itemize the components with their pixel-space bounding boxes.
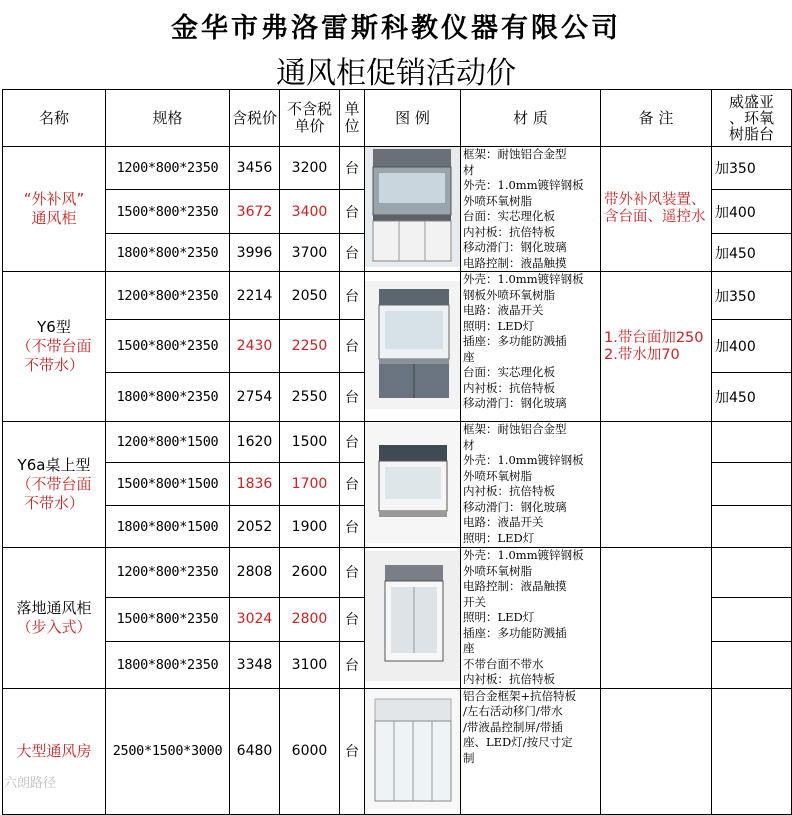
notax-price-cell: 2550: [280, 373, 340, 422]
remark-cell: 1.带台面加250 2.带水加70: [601, 272, 712, 422]
unit-cell: 台: [340, 463, 365, 506]
material-line: 电路控制：液晶触摸: [463, 255, 567, 270]
product-name: [3, 147, 106, 272]
material-line: 移动滑门：钢化玻璃: [463, 240, 567, 254]
tax-price-cell: 2430: [230, 320, 280, 373]
material-line: 台面：实芯理化板: [463, 365, 555, 379]
material-line: 座、LED灯/按尺寸定: [463, 735, 573, 749]
product-name-line: （步入式）: [16, 617, 92, 636]
unit-cell: 台: [340, 548, 365, 598]
spec-cell: 1200*800*2350: [106, 272, 230, 320]
unit-cell: 台: [340, 373, 365, 422]
table-row: [3, 272, 792, 320]
spec-cell: 1200*800*2350: [106, 548, 230, 598]
product-name-line: 落地通风柜: [16, 598, 92, 617]
table-body: [3, 147, 792, 815]
remark-cell: [601, 548, 712, 689]
product-image: [365, 272, 461, 422]
material-line: 插座：多功能防溅插: [463, 334, 567, 348]
extra-cell: 加450: [712, 373, 792, 422]
product-name: [3, 688, 106, 814]
material-line: 内衬板：抗倍特板: [463, 380, 555, 395]
extra-cell: [712, 463, 792, 506]
notax-price-cell: 2050: [280, 272, 340, 320]
price-table: [2, 89, 792, 815]
remark-cell: [601, 688, 712, 814]
col-notax-price-header: [280, 90, 340, 147]
spec-cell: 1800*800*2350: [106, 234, 230, 272]
extra-cell: [712, 506, 792, 548]
product-name-line: 不带水）: [23, 356, 84, 374]
material-line: /左右活动移门/带水: [463, 704, 563, 718]
material-line: 不带台面不带水: [463, 656, 544, 671]
product-name-line: 通风柜: [31, 209, 77, 227]
product-image: [365, 147, 461, 272]
col-notax-line1: 不含税: [286, 100, 332, 118]
watermark-text: 六朗路径: [4, 776, 57, 791]
unit-cell: 台: [340, 272, 365, 320]
notax-price-cell: 3100: [280, 641, 340, 688]
tax-price-cell: 2808: [230, 548, 280, 598]
material-line: 座: [463, 349, 475, 364]
extra-cell: [712, 641, 792, 688]
material-line: 外喷环氧树脂: [463, 193, 532, 208]
material-cell: [461, 147, 601, 272]
material-line: 电路控制：液晶触摸: [463, 579, 567, 593]
tax-price-cell: 2754: [230, 373, 280, 422]
product-name: [3, 422, 106, 548]
tax-price-cell: 6480: [230, 688, 280, 814]
material-line: 内衬板：抗倍特板: [463, 484, 555, 498]
unit-cell: 台: [340, 320, 365, 373]
col-extra-header: [712, 90, 792, 147]
material-line: 照明：LED灯: [463, 530, 535, 545]
product-image: [365, 422, 461, 548]
tax-price-cell: 3024: [230, 597, 280, 641]
extra-cell: [712, 688, 792, 814]
col-unit-line1: 单: [344, 100, 360, 118]
unit-cell: 台: [340, 641, 365, 688]
product-name: [3, 548, 106, 689]
material-line: 框架：耐蚀铝合金型: [463, 147, 567, 161]
page-title: 通风柜促销活动价: [276, 56, 516, 91]
material-cell: [461, 548, 601, 689]
material-cell: [461, 272, 601, 422]
material-line: 外喷环氧树脂: [463, 563, 532, 578]
material-line: 座: [463, 641, 475, 655]
table-row: [3, 548, 792, 598]
material-line: 外喷环氧树脂: [463, 468, 532, 483]
spec-cell: 1800*800*2350: [106, 373, 230, 422]
material-line: 材: [463, 162, 475, 177]
extra-cell: 加450: [712, 234, 792, 272]
material-line: 框架：耐蚀铝合金型: [463, 422, 567, 436]
material-line: 铝合金框架+抗倍特板: [463, 688, 577, 703]
notax-price-cell: 3700: [280, 234, 340, 272]
product-image: [365, 688, 461, 814]
notax-price-cell: 3200: [280, 147, 340, 190]
unit-cell: 台: [340, 147, 365, 190]
col-extra-line1: 威盛亚: [728, 93, 774, 111]
extra-cell: [712, 422, 792, 463]
extra-cell: [712, 597, 792, 641]
unit-cell: 台: [340, 234, 365, 272]
material-line: 移动滑门：钢化玻璃: [463, 396, 567, 410]
product-name-line: 不带水）: [23, 494, 84, 512]
notax-price-cell: 2600: [280, 548, 340, 598]
unit-cell: 台: [340, 506, 365, 548]
notax-price-cell: 2800: [280, 597, 340, 641]
product-name-line: （不带台面: [16, 337, 92, 355]
table-row: [3, 688, 792, 814]
product-name-line: Y6型: [37, 318, 71, 336]
notax-price-cell: 3400: [280, 190, 340, 234]
col-unit-header: [340, 90, 365, 147]
spec-cell: 2500*1500*3000: [106, 688, 230, 814]
col-spec-header: 规格: [106, 90, 230, 147]
spec-cell: 1200*800*2350: [106, 147, 230, 190]
material-line: 外壳：1.0mm镀锌钢板: [463, 453, 584, 467]
material-line: 插座：多功能防溅插: [463, 625, 567, 640]
spec-cell: 1500*800*2350: [106, 190, 230, 234]
col-image-header: 图 例: [365, 90, 461, 147]
table-row: [3, 147, 792, 190]
material-line: 内衬板：抗倍特板: [463, 672, 555, 686]
col-tax-price-header: 含税价: [230, 90, 280, 147]
spec-cell: 1200*800*1500: [106, 422, 230, 463]
product-name-line: （不带台面: [16, 475, 92, 493]
tax-price-cell: 2214: [230, 272, 280, 320]
material-line: 内衬板：抗倍特板: [463, 224, 555, 239]
notax-price-cell: 2250: [280, 320, 340, 373]
tax-price-cell: 2052: [230, 506, 280, 548]
notax-price-cell: 1500: [280, 422, 340, 463]
product-name-line: Y6a桌上型: [17, 456, 91, 474]
material-line: 外壳：1.0mm镀锌钢板: [463, 178, 584, 192]
spec-cell: 1500*800*2350: [106, 320, 230, 373]
spec-cell: 1800*800*2350: [106, 641, 230, 688]
tax-price-cell: 1836: [230, 463, 280, 506]
col-name-header: 名称: [3, 90, 106, 147]
material-line: 照明：LED灯: [463, 610, 535, 624]
extra-cell: 加350: [712, 147, 792, 190]
spec-cell: 1500*800*1500: [106, 463, 230, 506]
material-cell: [461, 422, 601, 548]
spec-cell: 1800*800*1500: [106, 506, 230, 548]
notax-price-cell: 1700: [280, 463, 340, 506]
material-line: 移动滑门：钢化玻璃: [463, 499, 567, 514]
col-remark-header: 备 注: [601, 90, 712, 147]
tax-price-cell: 1620: [230, 422, 280, 463]
material-cell: [461, 688, 601, 814]
tax-price-cell: 3672: [230, 190, 280, 234]
material-line: 电路：液晶开关: [463, 303, 544, 317]
material-line: 电路：液晶开关: [463, 515, 544, 529]
tax-price-cell: 3996: [230, 234, 280, 272]
material-line: 材: [463, 437, 475, 452]
notax-price-cell: 6000: [280, 688, 340, 814]
col-notax-line2: 单价: [294, 117, 325, 135]
remark-cell: [601, 422, 712, 548]
product-name-line: “外补风”: [23, 190, 85, 208]
col-extra-line3: 树脂台: [728, 125, 774, 143]
unit-cell: 台: [340, 597, 365, 641]
tax-price-cell: 3348: [230, 641, 280, 688]
extra-cell: 加400: [712, 320, 792, 373]
material-line: 外壳：1.0mm镀锌钢板: [463, 548, 584, 562]
spec-cell: 1500*800*2350: [106, 597, 230, 641]
product-name: [3, 272, 106, 422]
material-line: 台面：实芯理化板: [463, 209, 555, 223]
extra-cell: [712, 548, 792, 598]
material-line: 钢板外喷环氧树脂: [463, 287, 555, 302]
unit-cell: 台: [340, 688, 365, 814]
company-name: 金华市弗洛雷斯科教仪器有限公司: [171, 13, 621, 44]
extra-cell: 加350: [712, 272, 792, 320]
material-line: /带液晶控制屏/带插: [463, 719, 563, 734]
remark-cell: 带外补风装置、含台面、遥控水: [601, 147, 712, 272]
product-image: [365, 548, 461, 689]
notax-price-cell: 1900: [280, 506, 340, 548]
product-name-line: 大型通风房: [16, 741, 92, 760]
material-line: 制: [463, 750, 475, 765]
header-row: [3, 90, 792, 147]
material-line: 外壳：1.0mm镀锌钢板: [463, 272, 584, 286]
material-line: 照明：LED灯: [463, 318, 535, 333]
extra-cell: 加400: [712, 190, 792, 234]
unit-cell: 台: [340, 422, 365, 463]
tax-price-cell: 3456: [230, 147, 280, 190]
unit-cell: 台: [340, 190, 365, 234]
col-material-header: 材 质: [461, 90, 601, 147]
table-row: [3, 422, 792, 463]
material-line: 开关: [463, 594, 486, 609]
col-extra-line2: 、环氧: [728, 109, 774, 127]
col-unit-line2: 位: [344, 117, 360, 135]
